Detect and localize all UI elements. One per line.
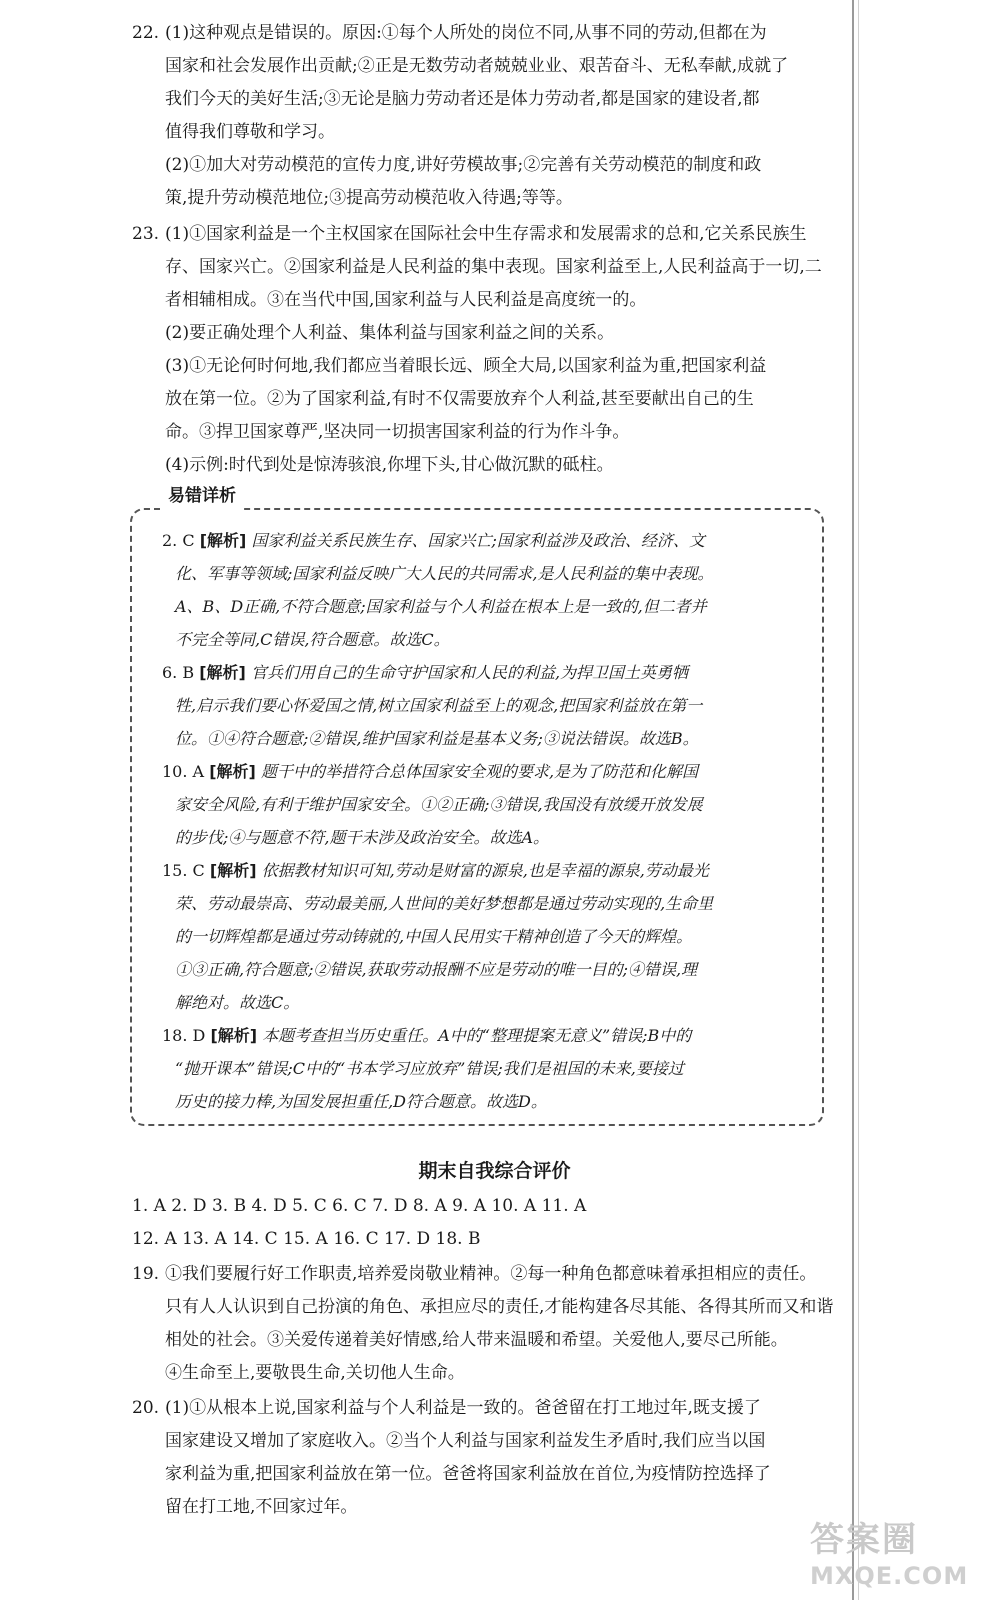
q20-line: (1)①从根本上说,国家利益与个人利益是一致的。爸爸留在打工地过年,既支援了 bbox=[165, 1398, 761, 1418]
analysis-tag: [解析] bbox=[209, 861, 257, 880]
analysis-line: 的步伐;④与题意不符,题干未涉及政治安全。故选A。 bbox=[175, 828, 550, 847]
q22-number: 22. bbox=[132, 23, 160, 43]
watermark-url: MXQE.COM bbox=[810, 1562, 969, 1590]
q19-number: 19. bbox=[132, 1264, 160, 1284]
analysis-line: “抛开课本”错误;C中的“书本学习应放弃”错误;我们是祖国的未来,要接过 bbox=[175, 1059, 684, 1078]
q22-line: (1)这种观点是错误的。原因:①每个人所处的岗位不同,从事不同的劳动,但都在为 bbox=[165, 23, 767, 43]
q20-line: 家利益为重,把国家利益放在第一位。爸爸将国家利益放在首位,为疫情防控选择了 bbox=[165, 1464, 771, 1484]
q22-line: 国家和社会发展作出贡献;②正是无数劳动者兢兢业业、艰苦奋斗、无私奉献,成就了 bbox=[165, 56, 789, 76]
analysis-line: 位。①④符合题意;②错误,维护国家利益是基本义务;③说法错误。故选B。 bbox=[175, 729, 699, 748]
q20-line: 留在打工地,不回家过年。 bbox=[165, 1497, 358, 1517]
q23-number: 23. bbox=[132, 224, 160, 244]
analysis-line: 历史的接力棒,为国发展担重任,D符合题意。故选D。 bbox=[175, 1092, 547, 1111]
q22-line: 我们今天的美好生活;③无论是脑力劳动者还是体力劳动者,都是国家的建设者,都 bbox=[165, 89, 760, 109]
analysis-line: 依据教材知识可知,劳动是财富的源泉,也是幸福的源泉,劳动最光 bbox=[261, 861, 709, 880]
answer-key-line: 12. A 13. A 14. C 15. A 16. C 17. D 18. B bbox=[132, 1229, 481, 1249]
analysis-item-header bbox=[162, 854, 709, 887]
analysis-item-answer: C bbox=[182, 531, 195, 550]
analysis-line: ①③正确,符合题意;②错误,获取劳动报酬不应是劳动的唯一目的;④错误,理 bbox=[175, 960, 698, 979]
analysis-line: 牲,启示我们要心怀爱国之情,树立国家利益至上的观念,把国家利益放在第一 bbox=[175, 696, 703, 715]
q23-line: 者相辅相成。③在当代中国,国家利益与人民利益是高度统一的。 bbox=[165, 290, 647, 310]
q23-line: (4)示例:时代到处是惊涛骇浪,你埋下头,甘心做沉默的砥柱。 bbox=[165, 455, 614, 475]
q19-line: ④生命至上,要敬畏生命,关切他人生命。 bbox=[165, 1363, 465, 1383]
answer-key-line: 1. A 2. D 3. B 4. D 5. C 6. C 7. D 8. A 9. A 10. A 11. A bbox=[132, 1196, 587, 1216]
q22-line: 值得我们尊敬和学习。 bbox=[165, 122, 335, 142]
q23-line: (1)①国家利益是一个主权国家在国际社会中生存需求和发展需求的总和,它关系民族生 bbox=[165, 224, 807, 244]
analysis-item-number: 6. bbox=[162, 663, 178, 682]
analysis-line: 题干中的举措符合总体国家安全观的要求,是为了防范和化解国 bbox=[260, 762, 699, 781]
analysis-line: 家安全风险,有利于维护国家安全。①②正确;③错误,我国没有放缓开放发展 bbox=[175, 795, 703, 814]
analysis-item-number: 15. bbox=[162, 861, 188, 880]
q23-line: 命。③捍卫国家尊严,坚决同一切损害国家利益的行为作斗争。 bbox=[165, 422, 630, 442]
analysis-line: 国家利益关系民族生存、国家兴亡;国家利益涉及政治、经济、文 bbox=[251, 531, 705, 550]
analysis-item-number: 2. bbox=[162, 531, 178, 550]
analysis-item-header bbox=[162, 1019, 691, 1052]
analysis-line: 官兵们用自己的生命守护国家和人民的利益,为捍卫国土英勇牺 bbox=[250, 663, 689, 682]
q20-line: 国家建设又增加了家庭收入。②当个人利益与国家利益发生矛盾时,我们应当以国 bbox=[165, 1431, 766, 1451]
watermark-logo bbox=[810, 1520, 985, 1598]
watermark-text: 答案圈 bbox=[810, 1520, 918, 1560]
analysis-line: 本题考查担当历史重任。A中的“整理提案无意义”错误;B中的 bbox=[262, 1026, 692, 1045]
analysis-line: A、B、D正确,不符合题意;国家利益与个人利益在根本上是一致的,但二者并 bbox=[175, 597, 707, 616]
q22-line: 策,提升劳动模范地位;③提高劳动模范收入待遇;等等。 bbox=[165, 188, 573, 208]
analysis-line: 荣、劳动最崇高、劳动最美丽,人世间的美好梦想都是通过劳动实现的,生命里 bbox=[175, 894, 714, 913]
q20-number: 20. bbox=[132, 1398, 160, 1418]
analysis-item-header bbox=[162, 656, 688, 689]
analysis-line: 不完全等同,C错误,符合题意。故选C。 bbox=[175, 630, 450, 649]
error-analysis-title: 易错详析 bbox=[160, 482, 244, 510]
analysis-item-answer: C bbox=[192, 861, 205, 880]
analysis-item-header bbox=[162, 755, 698, 788]
q23-line: 放在第一位。②为了国家利益,有时不仅需要放弃个人利益,甚至要献出自己的生 bbox=[165, 389, 754, 409]
analysis-item-answer: B bbox=[182, 663, 195, 682]
q23-line: (2)要正确处理个人利益、集体利益与国家利益之间的关系。 bbox=[165, 323, 615, 343]
analysis-item-answer: D bbox=[192, 1026, 206, 1045]
q23-line: (3)①无论何时何地,我们都应当着眼长远、顾全大局,以国家利益为重,把国家利益 bbox=[165, 356, 767, 376]
analysis-tag: [解析] bbox=[199, 531, 247, 550]
analysis-tag: [解析] bbox=[209, 762, 256, 781]
analysis-item-answer: A bbox=[192, 762, 205, 781]
q19-line: 只有人人认识到自己扮演的角色、承担应尽的责任,才能构建各尽其能、各得其所而又和谐 bbox=[165, 1297, 834, 1317]
q22-line: (2)①加大对劳动模范的宣传力度,讲好劳模故事;②完善有关劳动模范的制度和政 bbox=[165, 155, 762, 175]
q19-line: ①我们要履行好工作职责,培养爱岗敬业精神。②每一种角色都意味着承担相应的责任。 bbox=[165, 1264, 817, 1284]
analysis-tag: [解析] bbox=[210, 1026, 258, 1045]
analysis-item-number: 10. bbox=[162, 762, 188, 781]
analysis-item-number: 18. bbox=[162, 1026, 188, 1045]
analysis-line: 化、军事等领域;国家利益反映广大人民的共同需求,是人民利益的集中表现。 bbox=[175, 564, 714, 583]
analysis-line: 解绝对。故选C。 bbox=[175, 993, 300, 1012]
analysis-line: 的一切辉煌都是通过劳动铸就的,中国人民用实干精神创造了今天的辉煌。 bbox=[175, 927, 693, 946]
section-title: 期末自我综合评价 bbox=[418, 1160, 571, 1182]
q23-line: 存、国家兴亡。②国家利益是人民利益的集中表现。国家利益至上,人民利益高于一切,二 bbox=[165, 257, 822, 277]
margin-rule-inner bbox=[858, 0, 859, 1600]
margin-rule bbox=[852, 0, 854, 1600]
q19-line: 相处的社会。③关爱传递着美好情感,给人带来温暖和希望。关爱他人,要尽己所能。 bbox=[165, 1330, 788, 1350]
analysis-item-header bbox=[162, 524, 705, 557]
analysis-tag: [解析] bbox=[199, 663, 246, 682]
